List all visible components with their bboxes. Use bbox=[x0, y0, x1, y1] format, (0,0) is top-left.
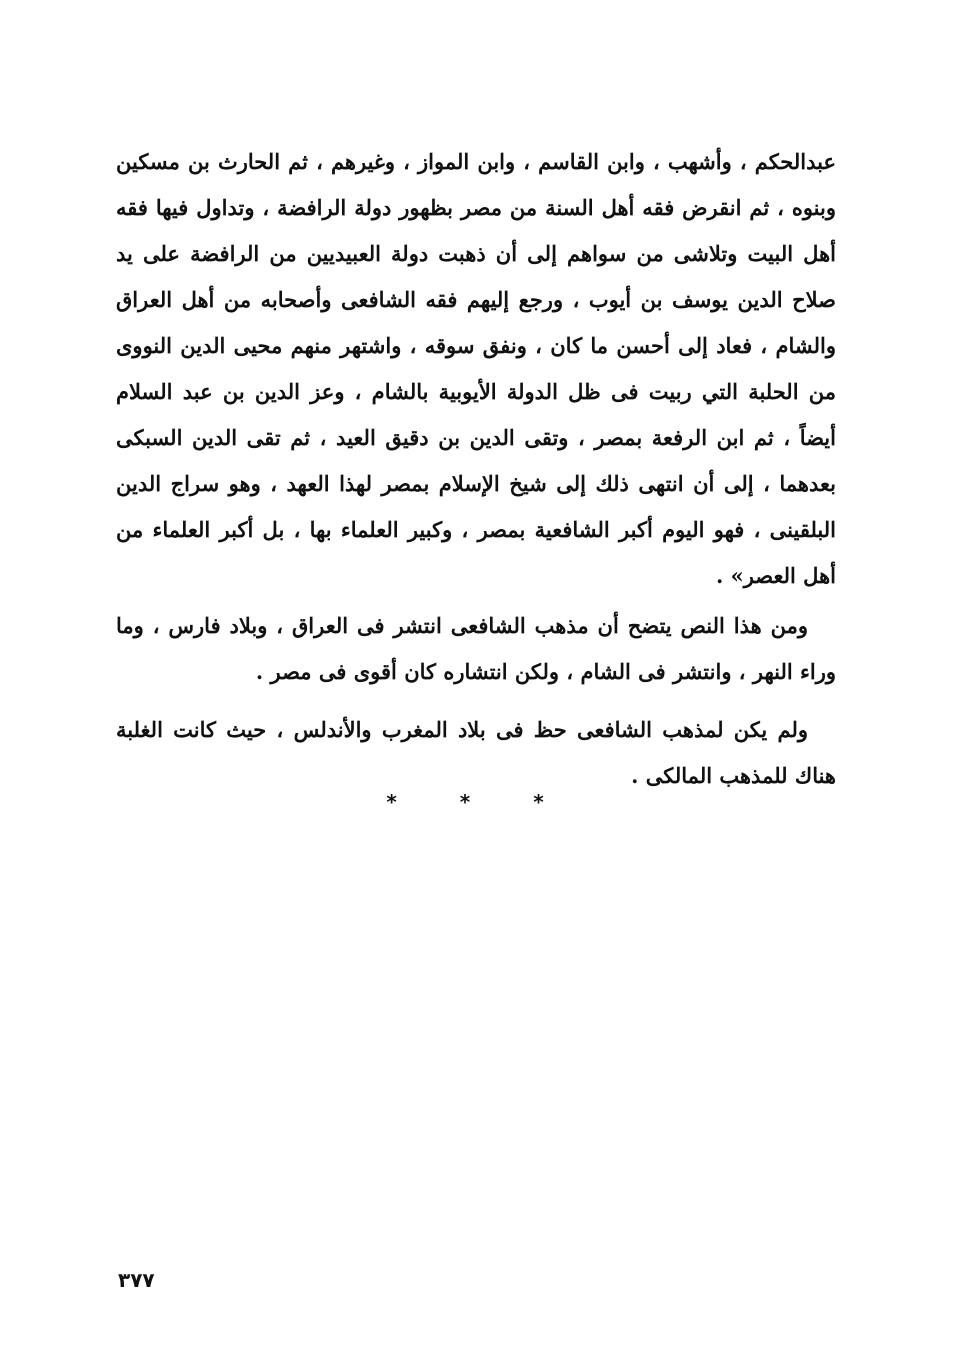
page-number: ٣٧٧ bbox=[118, 1268, 155, 1292]
section-separator: * * * bbox=[386, 790, 572, 814]
paragraph-2: ومن هذا النص يتضح أن مذهب الشافعى انتشر فى العراق ، وبلاد فارس ، وما وراء النهر ، وانتشر فى الشام ، ولكن انتشاره كان أقوى فى مصر . bbox=[116, 613, 836, 684]
paragraph-3: ولم يكن لمذهب الشافعى حظ فى بلاد المغرب والأندلس ، حيث كانت الغلبة هناك للمذهب المالكى . bbox=[116, 717, 836, 788]
paragraph-1: عبدالحكم ، وأشهب ، وابن القاسم ، وابن المواز ، وغيرهم ، ثم الحارث بن مسكين وبنوه ، ثم انقرض فقه أهل السنة من مصر بظهور دولة الرافضة ، وتداول فيها فقه أهل البيت وتلاشى من سواهم إلى أن ذهبت دولة العبيديين من الرافضة على يد صلاح الدين يوسف بن أيوب ، ورجع إليهم فقه الشافعى وأصحابه من أهل العراق والشام ، فعاد إلى أحسن ما كان ، ونفق سوقه ، واشتهر منهم محيى الدين النووى من الحلبة التي ربيت فى ظل الدولة الأيوبية بالشام ، وعز الدين بن عبد السلام أيضاً ، ثم ابن الرفعة بمصر ، وتقى الدين بن دقيق العيد ، ثم تقى الدين السبكى بعدهما ، إلى أن انتهى ذلك إلى شيخ الإسلام بمصر لهذا العهد ، وهو سراج الدين البلقينى ، فهو اليوم أكبر الشافعية بمصر ، وكبير العلماء بها ، بل أكبر العلماء من أهل العصر» . bbox=[116, 149, 836, 588]
